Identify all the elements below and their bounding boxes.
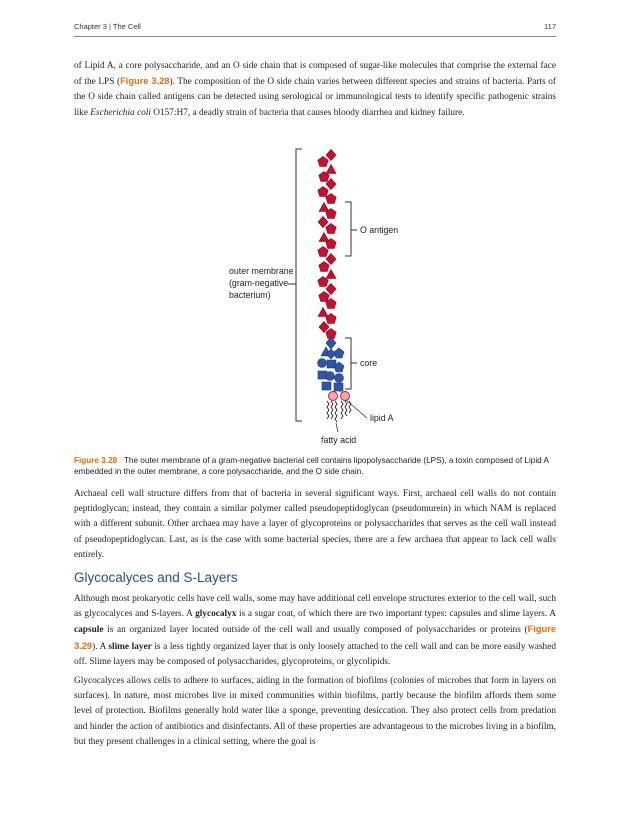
paragraph-text: O157:H7, a deadly strain of bacteria that causes bloody diarrhea and kidney failure. [150, 107, 465, 118]
page-number: 117 [544, 22, 556, 31]
lipid-a-heads [329, 390, 350, 401]
fatty-acid-label: fatty acid [321, 435, 357, 445]
lipid-a-label: lipid A [370, 413, 394, 423]
outer-membrane-label-line-2: (gram-negative [229, 278, 289, 288]
paragraph-lps-intro [74, 59, 556, 121]
paragraph-text: Although most prokaryotic cells have cell walls, some may have additional cell envelope structures exterior to the cell wall, such as glycocalyces and S-layers. A [74, 594, 556, 620]
paragraph-text: ). The composition of the O side chain varies between different species and strains of bacteria. Parts of the O side chain called antigens can be detected using serological or immunological tests to identify specific pathogenic strains like [74, 77, 556, 118]
term-capsule: capsule [74, 625, 104, 636]
caption-text: The outer membrane of a gram-negative bacterial cell contains lipopolysaccharide (LPS), a toxin composed of Lipid A embedded in the outer membrane, a core polysaccharide, and the O side chain. [74, 456, 549, 477]
paragraph-glycocalyx [74, 592, 556, 670]
paragraph-text: of Lipid A, a core polysaccharide, and an O side chain that is composed of sugar-like molecules that comprise the external face of the LPS ( [74, 61, 556, 88]
term-glycocalyx: glycocalyx [195, 609, 237, 620]
chapter-title: Chapter 3 | The Cell [74, 22, 141, 31]
outer-membrane-label-line-3: bacterium) [229, 290, 271, 300]
o-antigen-label: O antigen [360, 225, 399, 235]
paragraph-text: ). A [92, 641, 109, 652]
term-slime-layer: slime layer [108, 641, 152, 652]
figure-3-29-link[interactable]: Figure 3.29 [74, 624, 556, 651]
figure-caption [74, 455, 556, 478]
fatty-acid-tails [327, 401, 351, 422]
paragraph-text: is a sugar coat, of which there are two important types: capsules and slime layers. A [236, 609, 556, 620]
outer-membrane-bracket [288, 149, 302, 421]
core-label: core [360, 358, 378, 368]
core-polysaccharide [318, 337, 345, 391]
lps-figure [0, 140, 630, 455]
header-rule [74, 36, 556, 37]
page-header [74, 22, 556, 36]
o-antigen-bracket [345, 202, 357, 256]
o-antigen-chain [318, 150, 336, 339]
species-name: Escherichia coli [90, 107, 151, 118]
paragraph-text: is an organized layer located outside of the cell wall and usually composed of polysaccharides or proteins ( [103, 625, 528, 636]
caption-figure-label: Figure 3.28 [74, 456, 118, 465]
fatty-acid-leader [336, 423, 338, 432]
section-heading: Glycocalyces and S-Layers [74, 570, 238, 585]
paragraph-text: is a less tightly organized layer that is only loosely attached to the cell wall and can be more easily washed off. Slime layers may be composed of polysaccharides, glycoproteins, or glycolipids. [74, 641, 556, 667]
lipid-a-leader [346, 400, 367, 418]
paragraph-biofilms: Glycocalyces allows cells to adhere to surfaces, aiding in the formation of biofilms (colonies of microbes that form in layers on surfaces). In nature, most microbes live in mixed communities within biofilms, partly because the biofilm affords them some level of protection. Biofilms generally hold water like a sponge, preventing desiccation. They also protect cells from predation and hinder the action of antibiotics and disinfectants. All of these properties are advantageous to the microbes living in a biofilm, but they present challenges in a clinical setting, where the goal is [74, 676, 556, 747]
paragraph-archaeal-walls: Archaeal cell wall structure differs from that of bacteria in several significant ways. First, archaeal cell walls do not contain peptidoglycan; instead, they contain a similar polymer called pseudopeptidoglycan (pseudomurein) in which NAM is replaced with a different subunit. Other archaea may have a layer of glycoproteins or polysaccharides that serves as the cell wall instead of pseudopeptidoglycan. Last, as is the case with some bacterial species, there are a few archaea that appear to lack cell walls entirely. [74, 489, 556, 560]
core-bracket [345, 338, 357, 389]
figure-3-28-link[interactable]: Figure 3.28 [120, 76, 170, 87]
outer-membrane-label-line-1: outer membrane [229, 266, 294, 276]
